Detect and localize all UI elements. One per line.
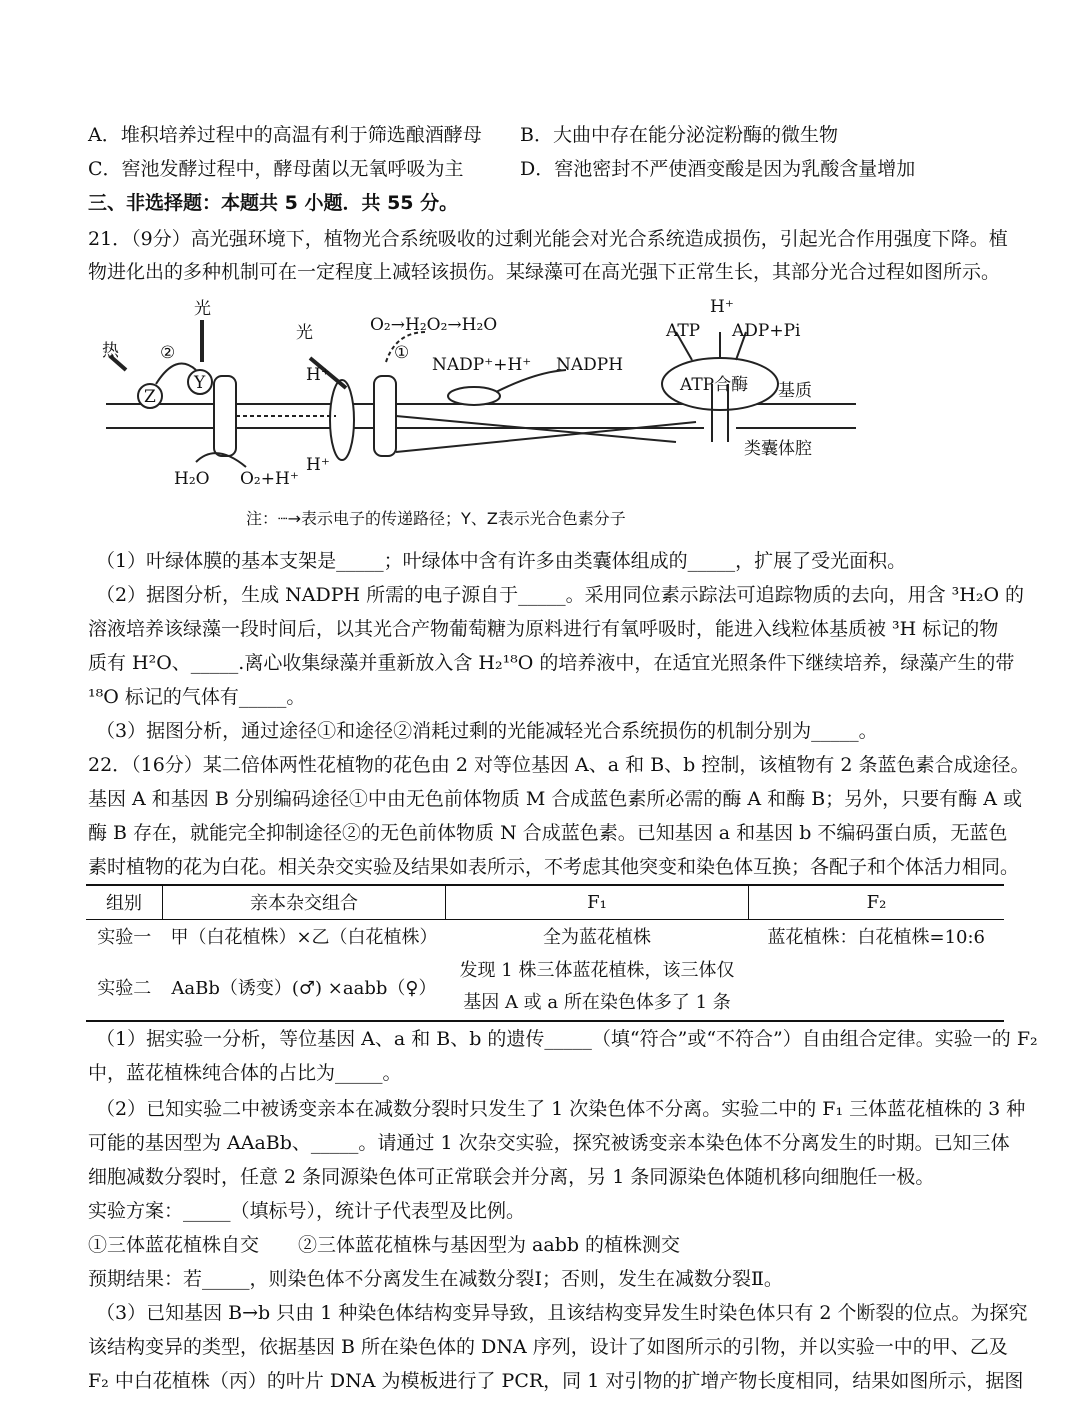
option-d: D．窖池密封不严使酒变酸是因为乳酸含量增加 — [520, 158, 916, 180]
q22-part2-line3: 细胞减数分裂时，任意 2 条同源染色体可正常联会并分离，另 1 条同源染色体随机移向细胞任一极。 — [88, 1166, 935, 1188]
table-cell: 甲（白花植株）×乙（白花植株） — [170, 927, 438, 949]
fig-o2h-label: O₂+H⁺ — [240, 469, 299, 489]
q22-scheme: 实验方案：_____（填标号），统计子代表型及比例。 — [88, 1200, 526, 1222]
q22-part3-line3: F₂ 中白花植株（丙）的叶片 DNA 为模板进行了 PCR，同 1 对引物的扩增产物长度相同，结果如图所示，据图 — [88, 1370, 1024, 1392]
cross-experiment-table — [86, 884, 1004, 1022]
q22-choice2: ②三体蓝花植株与基因型为 aabb 的植株测交 — [298, 1234, 681, 1256]
fig-path2-label: ② — [160, 343, 176, 363]
table-header: F₁ — [446, 885, 749, 919]
fig-adp-label: ADP+Pi — [732, 321, 801, 341]
fig-hplus2-label: H⁺ — [306, 455, 330, 475]
fig-z-label: Z — [144, 387, 156, 407]
q21-part2-line1: （2）据图分析，生成 NADPH 所需的电子源自于_____。采用同位素示踪法可追踪物质的去向，用含 ³H₂O 的 — [96, 584, 1025, 606]
fig-stroma-label: 基质 — [778, 381, 812, 401]
q22-intro-line3: 酶 B 存在，就能完全抑制途径②的无色前体物质 N 合成蓝色素。已知基因 a 和基因 b 不编码蛋白质，无蓝色 — [88, 822, 1008, 844]
fig-heat-label: 热 — [102, 341, 119, 361]
fig-path1-label: ① — [394, 343, 410, 363]
fig-h2o-label: H₂O — [174, 469, 210, 489]
q22-part3-line2: 该结构变异的类型，依据基因 B 所在染色体的 DNA 序列，设计了如图所示的引物，并以实验一中的甲、乙及 — [88, 1336, 1008, 1358]
table-cell — [749, 953, 1005, 1021]
option-b: B．大曲中存在能分泌淀粉酶的微生物 — [520, 124, 838, 146]
table-header-row — [86, 885, 1004, 919]
table-cell: 实验二 — [97, 977, 152, 999]
option-c: C．窖池发酵过程中，酵母菌以无氧呼吸为主 — [88, 158, 464, 180]
table-header: 亲本杂交组合 — [163, 885, 446, 919]
q22-part2-line2: 可能的基因型为 AAaBb、_____。请通过 1 次杂交实验，探究被诱变亲本染色体不分离发生的时期。已知三体 — [88, 1132, 1010, 1154]
q21-part2-line3: 质有 H²O、_____.离心收集绿藻并重新放入含 H₂¹⁸O 的培养液中，在适宜光照条件下继续培养，绿藻产生的带 — [88, 652, 1015, 674]
q21-part1: （1）叶绿体膜的基本支架是_____；叶绿体中含有许多由类囊体组成的_____，扩展了受光面积。 — [96, 550, 907, 572]
q21-part3: （3）据图分析，通过途径①和途径②消耗过剩的光能减轻光合系统损伤的机制分别为_____。 — [96, 720, 878, 742]
fig-y-label: Y — [194, 373, 206, 393]
fig-hplus1-label: H⁺ — [306, 365, 330, 385]
table-cell: 蓝花植株：白花植株=10:6 — [767, 927, 985, 949]
table-cell: 全为蓝花植株 — [543, 927, 651, 949]
fig-atp-label: ATP — [666, 321, 701, 341]
fig-o2-chain: O₂→H₂O₂→H₂O — [370, 315, 498, 335]
q22-intro-line1: 22．（16分）某二倍体两性花植物的花色由 2 对等位基因 A、a 和 B、b 控制，该植物有 2 条蓝色素合成途径。 — [88, 754, 1030, 776]
q22-part1-line2: 中，蓝花植株纯合体的占比为_____。 — [88, 1062, 402, 1084]
q22-choice1: ①三体蓝花植株自交 — [88, 1234, 260, 1256]
q21-intro-line2: 物进化出的多种机制可在一定程度上减轻该损伤。某绿藻可在高光强下正常生长，其部分光合过程如图所示。 — [88, 261, 1001, 283]
q22-part3-line1: （3）已知基因 B→b 只由 1 种染色体结构变异导致，且该结构变异发生时染色体只有 2 个断裂的位点。为探究 — [96, 1302, 1028, 1324]
table-header: 组别 — [86, 885, 163, 919]
fig-light2-label: 光 — [296, 323, 313, 343]
section-heading: 三、非选择题：本题共 5 小题．共 55 分。 — [88, 192, 459, 214]
table-cell: 发现 1 株三体蓝花植株，该三体仅基因 A 或 a 所在染色体多了 1 条 — [459, 959, 735, 1013]
q22-intro-line4: 素时植物的花为白花。相关杂交实验及结果如表所示，不考虑其他突变和染色体互换；各配子和个体活力相同。 — [88, 856, 1020, 878]
table-header: F₂ — [749, 885, 1005, 919]
q22-intro-line2: 基因 A 和基因 B 分别编码途径①中由无色前体物质 M 合成蓝色素所必需的酶 A 和酶 B；另外，只要有酶 A 或 — [88, 788, 1022, 810]
fig-nadph-label: NADPH — [556, 355, 624, 375]
table-row — [86, 953, 1004, 1021]
fig-hplus3-label: H⁺ — [710, 297, 734, 317]
fig-lumen-label: 类囊体腔 — [744, 439, 812, 459]
table-cell: 实验一 — [97, 927, 152, 949]
option-a: A．堆积培养过程中的高温有利于筛选酿酒酵母 — [88, 124, 482, 146]
q22-expect: 预期结果：若_____，则染色体不分离发生在减数分裂Ⅰ；否则，发生在减数分裂Ⅱ。 — [88, 1268, 783, 1290]
table-cell: AaBb（诱变）(♂) ×aabb（♀） — [171, 977, 437, 999]
table-row — [86, 919, 1004, 953]
fig-atp-synthase-label: ATP合酶 — [680, 375, 749, 395]
fig-note: 注：┈→表示电子的传递路径；Y、Z表示光合色素分子 — [246, 509, 626, 528]
q21-part2-line4: ¹⁸O 标记的气体有_____。 — [88, 686, 306, 708]
fig-light1-label: 光 — [194, 299, 211, 319]
q22-part1-line1: （1）据实验一分析，等位基因 A、a 和 B、b 的遗传_____（填“符合”或“不符合”）自由组合定律。实验一的 F₂ — [96, 1028, 1038, 1050]
fig-nadp-label: NADP⁺+H⁺ — [432, 355, 532, 375]
q21-intro-line1: 21．（9分）高光强环境下，植物光合系统吸收的过剩光能会对光合系统造成损伤，引起光合作用强度下降。植 — [88, 228, 1008, 250]
q22-part2-line1: （2）已知实验二中被诱变亲本在减数分裂时只发生了 1 次染色体不分离。实验二中的 F₁ 三体蓝花植株的 3 种 — [96, 1098, 1026, 1120]
q21-part2-line2: 溶液培养该绿藻一段时间后，以其光合产物葡萄糖为原料进行有氧呼吸时，能进入线粒体基质被 ³H 标记的物 — [88, 618, 999, 640]
photosynthesis-diagram — [96, 292, 876, 540]
